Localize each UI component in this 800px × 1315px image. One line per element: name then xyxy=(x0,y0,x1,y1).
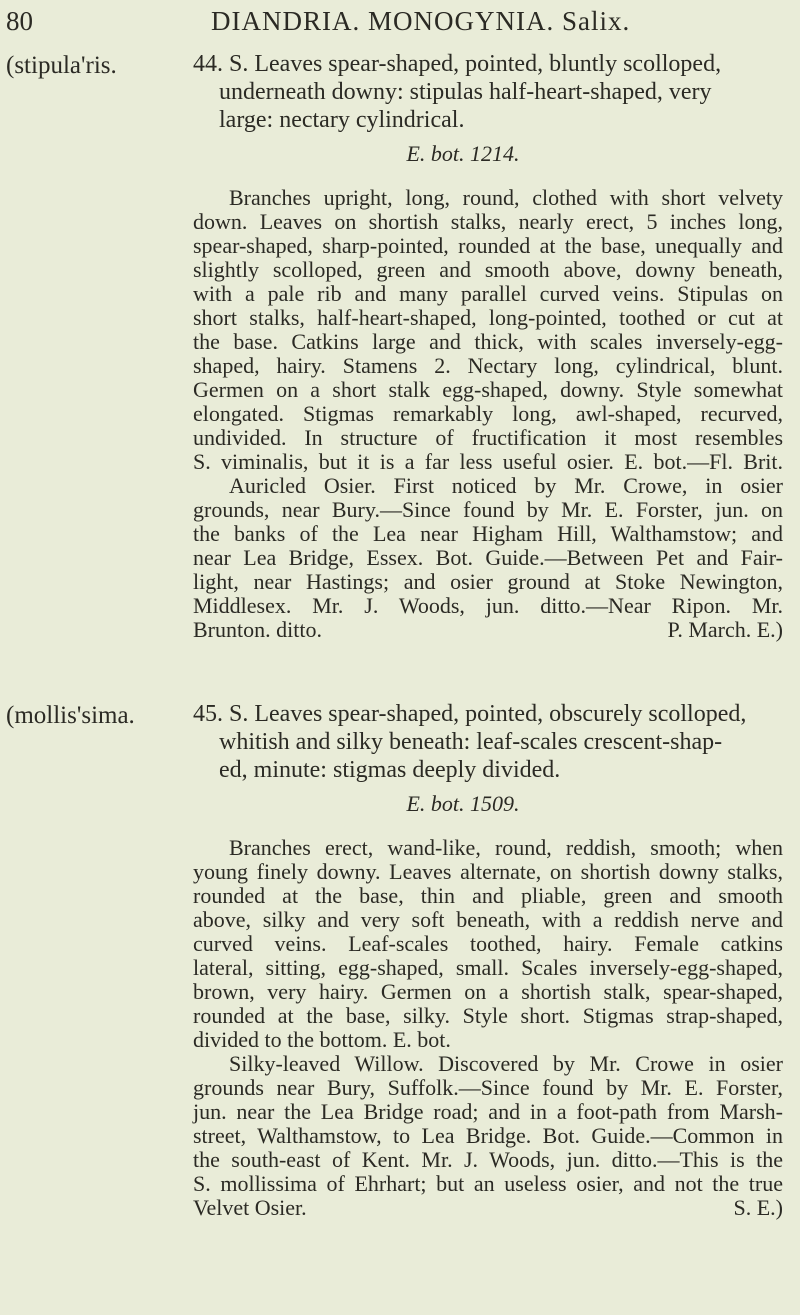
text-line: near Lea Bridge, Essex. Bot. Guide.—Between Pet and Fair- xyxy=(193,545,783,570)
text-line: Germen on a short stalk egg-shaped, downy. Style somewhat xyxy=(193,377,783,402)
text-line: Middlesex. Mr. J. Woods, jun. ditto.—Near Ripon. Mr. xyxy=(193,593,783,618)
entry-heading-line: large: nectary cylindrical. xyxy=(219,107,465,133)
text-line-content: Brunton. ditto. xyxy=(193,617,322,642)
text-line: the banks of the Lea near Higham Hill, Walthamstow; and xyxy=(193,521,783,546)
text-line: light, near Hastings; and osier ground at Stoke Newington, xyxy=(193,569,783,594)
text-line: spear-shaped, sharp-pointed, rounded at the base, unequally and xyxy=(193,233,783,258)
text-line: grounds, near Bury.—Since found by Mr. E. Forster, jun. on xyxy=(193,497,783,522)
running-title: DIANDRIA. MONOGYNIA. Salix. xyxy=(211,6,631,36)
text-line: above, silky and very soft beneath, with a reddish nerve and xyxy=(193,907,783,932)
text-line: down. Leaves on shortish stalks, nearly erect, 5 inches long, xyxy=(193,209,783,234)
text-line: Silky-leaved Willow. Discovered by Mr. Crowe in osier xyxy=(229,1051,783,1076)
text-line: with a pale rib and many parallel curved veins. Stipulas on xyxy=(193,281,783,306)
closing-reference: S. E.) xyxy=(733,1195,783,1220)
text-line: slightly scolloped, green and smooth above, downy beneath, xyxy=(193,257,783,282)
text-line xyxy=(193,618,783,642)
page-number: 80 xyxy=(6,6,33,36)
text-line: street, Walthamstow, to Lea Bridge. Bot. Guide.—Common in xyxy=(193,1123,783,1148)
species-entry xyxy=(193,50,783,642)
text-line: S. viminalis, but it is a far less useful osier. E. bot.—Fl. Brit. xyxy=(193,449,783,474)
text-line: rounded at the base, thin and pliable, green and smooth xyxy=(193,883,783,908)
entry-heading-line: underneath downy: stipulas half-heart-shaped, very xyxy=(219,79,712,105)
text-line: Branches upright, long, round, clothed with short velvety xyxy=(229,185,783,210)
text-line: curved veins. Leaf-scales toothed, hairy. Female catkins xyxy=(193,931,783,956)
entry-heading-line: whitish and silky beneath: leaf-scales crescent-shap- xyxy=(219,729,723,755)
description-paragraph xyxy=(193,186,783,642)
text-line: grounds near Bury, Suffolk.—Since found by Mr. E. Forster, xyxy=(193,1075,783,1100)
margin-species-name: (mollis'sima. xyxy=(6,702,135,729)
text-line: rounded at the base, silky. Style short. Stigmas strap-shaped, xyxy=(193,1003,783,1028)
text-line: the base. Catkins large and thick, with scales inversely-egg- xyxy=(193,329,783,354)
text-line: divided to the bottom. E. bot. xyxy=(193,1027,451,1052)
text-line: short stalks, half-heart-shaped, long-pointed, toothed or cut at xyxy=(193,305,783,330)
text-line: shaped, hairy. Stamens 2. Nectary long, cylindrical, blunt. xyxy=(193,353,783,378)
entry-heading-line: 44. S. Leaves spear-shaped, pointed, bluntly scolloped, xyxy=(193,51,722,77)
text-line: brown, very hairy. Germen on a shortish stalk, spear-shaped, xyxy=(193,979,783,1004)
closing-reference: P. March. E.) xyxy=(667,617,783,642)
text-line: undivided. In structure of fructification it most resembles xyxy=(193,425,783,450)
text-line: Branches erect, wand-like, round, reddish, smooth; when xyxy=(229,835,783,860)
text-line xyxy=(193,1196,783,1220)
species-entry xyxy=(193,700,783,1220)
margin-species-name: (stipula'ris. xyxy=(6,52,117,79)
page-header xyxy=(0,6,800,46)
text-line: elongated. Stigmas remarkably long, awl-shaped, recurved, xyxy=(193,401,783,426)
entry-heading-line: ed, minute: stigmas deeply divided. xyxy=(219,757,561,783)
text-line-content: Velvet Osier. xyxy=(193,1195,307,1220)
text-line: young finely downy. Leaves alternate, on shortish downy stalks, xyxy=(193,859,783,884)
text-line: Auricled Osier. First noticed by Mr. Crowe, in osier xyxy=(229,473,783,498)
text-line: lateral, sitting, egg-shaped, small. Scales inversely-egg-shaped, xyxy=(193,955,783,980)
text-line: the south-east of Kent. Mr. J. Woods, jun. ditto.—This is the xyxy=(193,1147,783,1172)
english-botany-reference: E. bot. 1509. xyxy=(406,791,520,816)
entry-heading-line: 45. S. Leaves spear-shaped, pointed, obscurely scolloped, xyxy=(193,701,747,727)
english-botany-reference: E. bot. 1214. xyxy=(406,141,520,166)
text-line: S. mollissima of Ehrhart; but an useless osier, and not the true xyxy=(193,1171,783,1196)
text-line: jun. near the Lea Bridge road; and in a foot-path from Marsh- xyxy=(193,1099,783,1124)
description-paragraph xyxy=(193,836,783,1220)
